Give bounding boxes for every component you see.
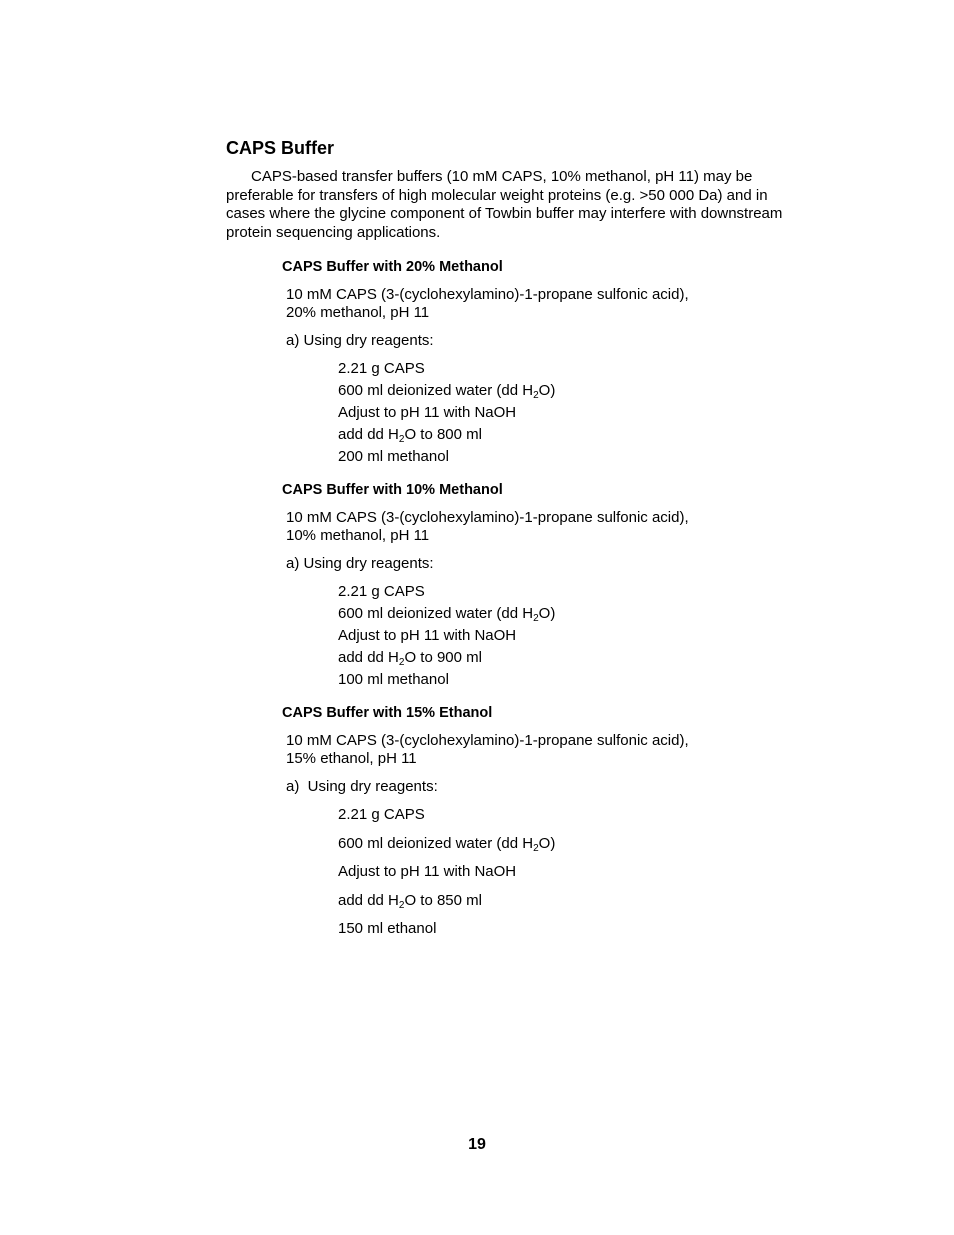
recipe-heading: CAPS Buffer with 20% Methanol	[282, 259, 503, 275]
recipe-step: add dd $H_2O$ to 800 ml	[338, 426, 482, 445]
intro-paragraph: CAPS-based transfer buffers (10 mM CAPS, 10% methanol, pH 11) may be preferable for transfers of high molecular weight proteins (e.g. >50 000 Da) and in cases where the glycine component of Towbin buffer may interfere with downstream protein sequencing applications.	[226, 168, 783, 241]
recipe-subheading: a) Using dry reagents:	[286, 555, 434, 572]
recipe-steps	[338, 360, 555, 470]
recipe-step: 600 ml deionized water (dd $H_2O$)	[338, 382, 556, 401]
recipe-description-line: 15% ethanol, pH 11	[286, 750, 417, 767]
recipe-description	[286, 286, 689, 322]
recipe-description-line: 10 mM CAPS (3-(cyclohexylamino)-1-propane sulfonic acid),	[286, 732, 689, 749]
recipe-step: Adjust to pH 11 with NaOH	[338, 627, 517, 644]
recipe-step: 100 ml methanol	[338, 671, 449, 688]
recipe-heading: CAPS Buffer with 10% Methanol	[282, 482, 503, 498]
recipe-description	[286, 509, 689, 545]
recipe-description-line: 10 mM CAPS (3-(cyclohexylamino)-1-propane sulfonic acid),	[286, 286, 689, 303]
recipe-step: Adjust to pH 11 with NaOH	[338, 863, 517, 880]
recipe-step: 2.21 g CAPS	[338, 583, 425, 600]
recipe-description-line: 10 mM CAPS (3-(cyclohexylamino)-1-propane sulfonic acid),	[286, 509, 689, 526]
recipe-heading: CAPS Buffer with 15% Ethanol	[282, 705, 493, 721]
recipe-subheading: a) Using dry reagents:	[286, 778, 438, 795]
recipe-step: 600 ml deionized water (dd $H_2O$)	[338, 605, 556, 624]
recipe-subheading: a) Using dry reagents:	[286, 332, 434, 349]
page-number: 19	[468, 1136, 486, 1153]
recipe-step: 2.21 g CAPS	[338, 806, 425, 823]
recipe-step: add dd $H_2O$ to 850 ml	[338, 891, 482, 911]
recipe-steps	[338, 583, 555, 693]
recipe-step: 2.21 g CAPS	[338, 360, 425, 377]
recipe-step: 150 ml ethanol	[338, 920, 437, 937]
recipe-step: add dd $H_2O$ to 900 ml	[338, 649, 482, 668]
section-title: CAPS Buffer	[226, 138, 335, 158]
recipe-step: Adjust to pH 11 with NaOH	[338, 404, 517, 421]
recipe-step: 200 ml methanol	[338, 448, 449, 465]
recipe-step: 600 ml deionized water (dd $H_2O$)	[338, 834, 556, 854]
recipe-description-line: 20% methanol, pH 11	[286, 304, 430, 321]
recipe-steps	[338, 806, 555, 949]
recipe-description-line: 10% methanol, pH 11	[286, 527, 430, 544]
recipe-description	[286, 732, 689, 768]
